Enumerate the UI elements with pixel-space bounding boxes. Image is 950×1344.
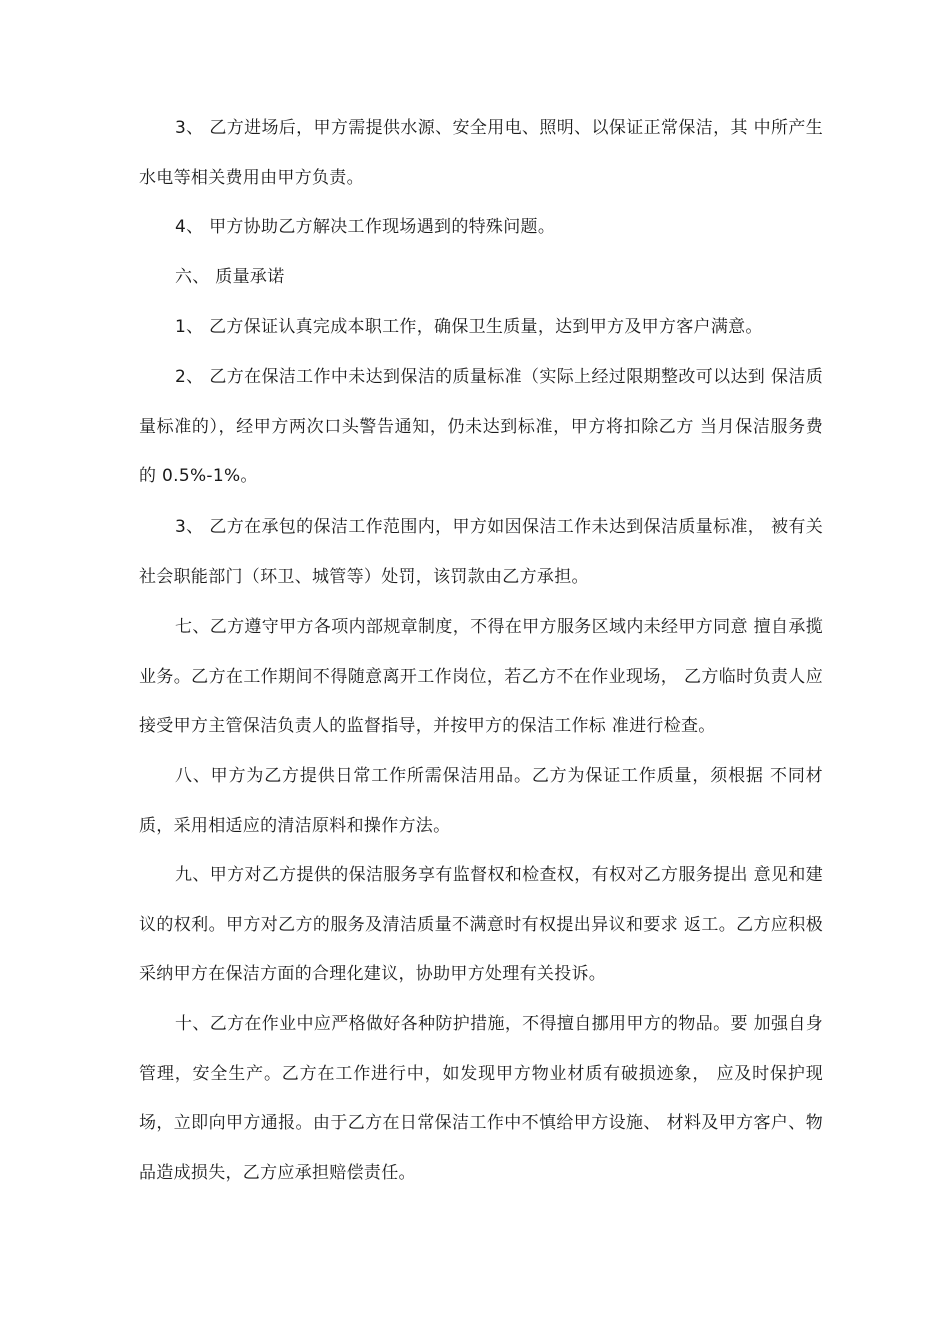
clause-4-assistance: 4、 甲方协助乙方解决工作现场遇到的特殊问题。 [175, 217, 556, 237]
quality-clause-2: 2、 乙方在保洁工作中未达到保洁的质量标准（实际上经过限期整改可以达到 保洁质量标准的），经甲方两次口头警告通知，仍未达到标准，甲方将扣除乙方 当月保洁服务费的 0.5%-1%。 [139, 367, 823, 486]
quality-clause-3: 3、 乙方在承包的保洁工作范围内，甲方如因保洁工作未达到保洁质量标准， 被有关社会职能部门（环卫、城管等）处罚，该罚款由乙方承担。 [139, 517, 823, 587]
clause-9-supervision: 九、甲方对乙方提供的保洁服务享有监督权和检查权，有权对乙方服务提出 意见和建议的权利。甲方对乙方的服务及清洁质量不满意时有权提出异议和要求 返工。乙方应积极采纳甲方在保洁方面的合理化建议，协助甲方处理有关投诉。 [139, 865, 823, 984]
clause-10-protection: 十、乙方在作业中应严格做好各种防护措施，不得擅自挪用甲方的物品。要 加强自身管理，安全生产。乙方在工作进行中，如发现甲方物业材质有破损迹象， 应及时保护现场，立即向甲方通报。由于乙方在日常保洁工作中不慎给甲方设施、 材料及甲方客户、物品造成损失，乙方应承担赔偿责任。 [139, 1014, 823, 1183]
quality-clause-1: 1、 乙方保证认真完成本职工作，确保卫生质量，达到甲方及甲方客户满意。 [175, 317, 763, 337]
clause-8-supplies: 八、甲方为乙方提供日常工作所需保洁用品。乙方为保证工作质量，须根据 不同材质，采用相适应的清洁原料和操作方法。 [139, 766, 823, 836]
section-heading-quality: 六、 质量承诺 [175, 267, 285, 287]
clause-3-utilities: 3、 乙方进场后，甲方需提供水源、安全用电、照明、以保证正常保洁，其 中所产生水电等相关费用由甲方负责。 [139, 118, 823, 188]
clause-7-rules: 七、乙方遵守甲方各项内部规章制度，不得在甲方服务区域内未经甲方同意 擅自承揽业务。乙方在工作期间不得随意离开工作岗位，若乙方不在作业现场， 乙方临时负责人应接受甲方主管保洁负责人的监督指导，并按甲方的保洁工作标 准进行检查。 [139, 617, 823, 736]
